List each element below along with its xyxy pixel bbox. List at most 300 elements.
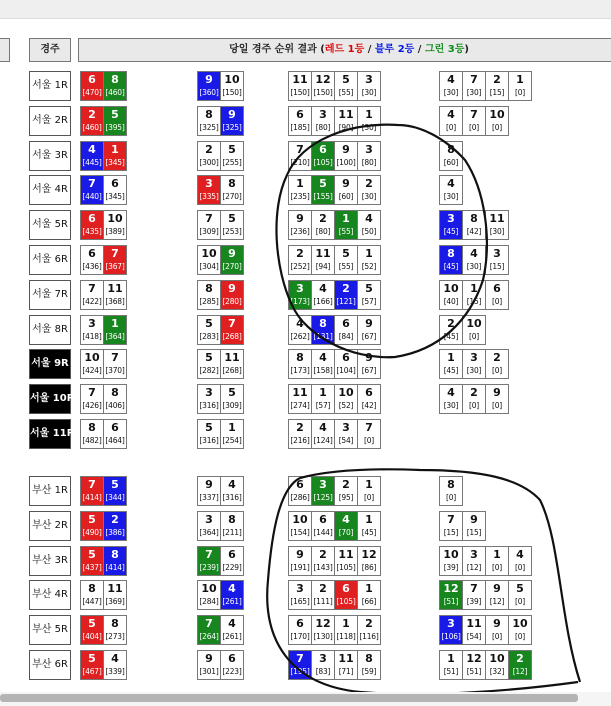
horse-cell[interactable] bbox=[462, 650, 486, 680]
horse-cell[interactable] bbox=[439, 349, 463, 379]
horse-cell[interactable] bbox=[334, 315, 358, 345]
horse-cell[interactable] bbox=[334, 615, 358, 645]
horse-cell[interactable] bbox=[288, 141, 312, 171]
horse-group-2 bbox=[197, 71, 243, 101]
horse-number: 1 bbox=[342, 212, 350, 226]
horse-group-3 bbox=[288, 280, 380, 310]
horse-number: 10 bbox=[466, 316, 482, 330]
horse-cell[interactable] bbox=[439, 106, 463, 136]
horse-cell[interactable] bbox=[197, 384, 221, 414]
top-toolbar bbox=[0, 0, 611, 18]
horse-cell[interactable] bbox=[197, 245, 221, 275]
horse-number: 6 bbox=[296, 478, 304, 491]
horse-cell[interactable] bbox=[334, 511, 358, 541]
horse-cell[interactable] bbox=[357, 546, 381, 576]
horse-cell[interactable] bbox=[357, 476, 381, 506]
horse-number: 5 bbox=[88, 617, 96, 631]
horse-cell[interactable] bbox=[462, 71, 486, 101]
horse-group-4 bbox=[439, 175, 462, 205]
race-label[interactable]: 부산 1R bbox=[29, 476, 71, 506]
horse-group-1 bbox=[80, 315, 126, 345]
horse-cell[interactable] bbox=[485, 106, 509, 136]
horse-cell[interactable] bbox=[485, 580, 509, 610]
horse-cell[interactable] bbox=[288, 615, 312, 645]
horse-cell[interactable] bbox=[334, 476, 358, 506]
horse-score: [185] bbox=[290, 122, 310, 132]
horse-cell[interactable] bbox=[439, 141, 463, 171]
horse-cell[interactable] bbox=[485, 650, 509, 680]
horse-cell[interactable] bbox=[357, 175, 381, 205]
race-label[interactable]: 부산 5R bbox=[29, 615, 71, 645]
horse-cell[interactable] bbox=[80, 210, 104, 240]
horse-cell[interactable] bbox=[288, 210, 312, 240]
horse-number: 6 bbox=[342, 316, 350, 330]
horse-number: 6 bbox=[228, 652, 236, 665]
horse-cell[interactable] bbox=[485, 615, 509, 645]
horse-score: [467] bbox=[82, 667, 102, 676]
horse-cell[interactable] bbox=[334, 650, 358, 680]
horse-cell[interactable] bbox=[439, 384, 463, 414]
horse-score: [386] bbox=[105, 527, 125, 537]
race-label[interactable]: 서울 3R bbox=[29, 141, 71, 171]
horse-number: 3 bbox=[493, 247, 501, 260]
horse-cell[interactable] bbox=[462, 546, 486, 576]
horse-cell[interactable] bbox=[220, 71, 244, 101]
horse-number: 12 bbox=[443, 582, 459, 596]
race-label[interactable]: 서울 11R bbox=[29, 419, 71, 449]
horse-score: [158] bbox=[313, 366, 333, 376]
horse-cell[interactable] bbox=[197, 71, 221, 101]
horse-cell[interactable] bbox=[311, 349, 335, 379]
horse-cell[interactable] bbox=[80, 245, 104, 275]
horse-number: 9 bbox=[296, 212, 304, 226]
horse-cell[interactable] bbox=[220, 210, 244, 240]
horse-cell[interactable] bbox=[103, 315, 127, 345]
horse-number: 3 bbox=[319, 652, 327, 665]
horse-cell[interactable] bbox=[220, 280, 244, 310]
horse-number: 11 bbox=[292, 386, 308, 400]
horse-cell[interactable] bbox=[197, 106, 221, 136]
horse-score: [45] bbox=[361, 527, 377, 537]
horse-cell[interactable] bbox=[357, 315, 381, 345]
horse-cell[interactable] bbox=[311, 384, 335, 414]
horse-cell[interactable] bbox=[311, 511, 335, 541]
horse-cell[interactable] bbox=[439, 580, 463, 610]
horse-cell[interactable] bbox=[334, 175, 358, 205]
race-label[interactable]: 부산 4R bbox=[29, 580, 71, 610]
horse-cell[interactable] bbox=[103, 245, 127, 275]
horse-cell[interactable] bbox=[103, 511, 127, 541]
horse-cell[interactable] bbox=[103, 580, 127, 610]
horse-cell[interactable] bbox=[80, 141, 104, 171]
horse-cell[interactable] bbox=[197, 511, 221, 541]
horse-cell[interactable] bbox=[485, 71, 509, 101]
horse-cell[interactable] bbox=[197, 476, 221, 506]
horse-score: [191] bbox=[290, 562, 310, 572]
horse-cell[interactable] bbox=[462, 210, 486, 240]
horse-cell[interactable] bbox=[439, 245, 463, 275]
horse-score: [50] bbox=[361, 227, 377, 237]
horse-score: [300] bbox=[199, 157, 219, 167]
horse-cell[interactable] bbox=[197, 349, 221, 379]
horse-cell[interactable] bbox=[197, 650, 221, 680]
horse-cell[interactable] bbox=[103, 384, 127, 414]
horse-score: [482] bbox=[82, 436, 102, 445]
horse-cell[interactable] bbox=[80, 71, 104, 101]
horse-cell[interactable] bbox=[288, 315, 312, 345]
horse-cell[interactable] bbox=[508, 71, 532, 101]
horse-cell[interactable] bbox=[439, 511, 463, 541]
horse-number: 10 bbox=[512, 617, 528, 631]
horse-cell[interactable] bbox=[103, 141, 127, 171]
horse-cell[interactable] bbox=[334, 419, 358, 449]
title-sep-2: / bbox=[414, 44, 425, 55]
horse-cell[interactable] bbox=[311, 210, 335, 240]
horse-number: 7 bbox=[470, 582, 478, 596]
horse-cell[interactable] bbox=[103, 71, 127, 101]
race-label[interactable]: 서울 8R bbox=[29, 315, 71, 345]
horse-cell[interactable] bbox=[311, 106, 335, 136]
horse-cell[interactable] bbox=[357, 615, 381, 645]
horse-number: 6 bbox=[296, 617, 304, 631]
horse-score: [30] bbox=[466, 366, 482, 376]
horse-cell[interactable] bbox=[357, 210, 381, 240]
horse-cell[interactable] bbox=[357, 280, 381, 310]
horse-cell[interactable] bbox=[197, 315, 221, 345]
horse-group-4 bbox=[439, 71, 531, 101]
horse-number: 4 bbox=[447, 73, 455, 86]
horse-score: [143] bbox=[313, 562, 333, 572]
horse-cell[interactable] bbox=[357, 650, 381, 680]
horse-cell[interactable] bbox=[220, 650, 244, 680]
horse-cell[interactable] bbox=[439, 546, 463, 576]
horse-number: 9 bbox=[342, 177, 350, 191]
horse-score: [325] bbox=[222, 122, 242, 132]
horse-cell[interactable] bbox=[334, 546, 358, 576]
horse-cell[interactable] bbox=[462, 580, 486, 610]
horse-cell[interactable] bbox=[288, 476, 312, 506]
horse-cell[interactable] bbox=[334, 245, 358, 275]
horse-cell[interactable] bbox=[220, 384, 244, 414]
horse-cell[interactable] bbox=[334, 349, 358, 379]
horse-number: 5 bbox=[516, 582, 524, 596]
horse-cell[interactable] bbox=[439, 175, 463, 205]
horse-number: 12 bbox=[361, 547, 377, 561]
horse-number: 6 bbox=[319, 142, 327, 156]
horse-cell[interactable] bbox=[288, 280, 312, 310]
horse-cell[interactable] bbox=[80, 650, 104, 680]
horse-cell[interactable] bbox=[311, 580, 335, 610]
horse-cell[interactable] bbox=[220, 349, 244, 379]
horse-number: 11 bbox=[338, 107, 354, 121]
horse-number: 2 bbox=[319, 547, 327, 561]
horse-cell[interactable] bbox=[334, 106, 358, 136]
horse-cell[interactable] bbox=[103, 210, 127, 240]
horse-cell[interactable] bbox=[462, 384, 486, 414]
horse-cell[interactable] bbox=[197, 141, 221, 171]
horse-cell[interactable] bbox=[334, 384, 358, 414]
horse-cell[interactable] bbox=[311, 650, 335, 680]
horse-cell[interactable] bbox=[197, 175, 221, 205]
horse-cell[interactable] bbox=[288, 511, 312, 541]
horse-score: [0] bbox=[514, 597, 526, 607]
horse-score: [150] bbox=[290, 88, 310, 97]
horse-cell[interactable] bbox=[462, 315, 486, 345]
horse-cell[interactable] bbox=[220, 615, 244, 645]
horse-number: 4 bbox=[447, 177, 455, 191]
horse-cell[interactable] bbox=[485, 349, 509, 379]
horse-cell[interactable] bbox=[485, 210, 509, 240]
horse-cell[interactable] bbox=[103, 419, 127, 449]
horse-cell[interactable] bbox=[103, 349, 127, 379]
horse-cell[interactable] bbox=[80, 615, 104, 645]
horse-number: 10 bbox=[107, 212, 123, 226]
horse-cell[interactable] bbox=[311, 280, 335, 310]
horse-cell[interactable] bbox=[462, 349, 486, 379]
horse-number: 11 bbox=[315, 247, 331, 260]
horse-cell[interactable] bbox=[311, 615, 335, 645]
race-label[interactable]: 서울 7R bbox=[29, 280, 71, 310]
horse-cell[interactable] bbox=[80, 384, 104, 414]
horse-score: [261] bbox=[222, 597, 242, 607]
race-label[interactable]: 서울 10R bbox=[29, 384, 71, 414]
horse-cell[interactable] bbox=[220, 141, 244, 171]
horse-cell[interactable] bbox=[220, 315, 244, 345]
race-label[interactable]: 부산 3R bbox=[29, 546, 71, 576]
horse-cell[interactable] bbox=[311, 315, 335, 345]
horse-group-1 bbox=[80, 141, 126, 171]
horse-number: 8 bbox=[365, 652, 373, 665]
title-prefix: 당일 경주 순위 결과 ( bbox=[229, 44, 325, 55]
horse-number: 1 bbox=[111, 316, 119, 330]
race-label[interactable]: 부산 6R bbox=[29, 650, 71, 680]
horse-cell[interactable] bbox=[220, 106, 244, 136]
horse-number: 7 bbox=[111, 351, 119, 365]
horse-number: 7 bbox=[296, 652, 304, 665]
horse-cell[interactable] bbox=[220, 245, 244, 275]
horse-cell[interactable] bbox=[311, 245, 335, 275]
horse-cell[interactable] bbox=[80, 349, 104, 379]
horse-score: [52] bbox=[361, 262, 377, 271]
horse-cell[interactable] bbox=[485, 280, 509, 310]
horse-score: [83] bbox=[315, 667, 331, 676]
horse-score: [15] bbox=[466, 527, 482, 537]
horse-cell[interactable] bbox=[334, 580, 358, 610]
horse-cell[interactable] bbox=[357, 71, 381, 101]
horse-number: 1 bbox=[365, 478, 373, 491]
horse-number: 3 bbox=[342, 421, 350, 434]
horse-cell[interactable] bbox=[103, 546, 127, 576]
horse-cell[interactable] bbox=[462, 106, 486, 136]
horse-number: 8 bbox=[447, 142, 455, 156]
horse-number: 6 bbox=[319, 512, 327, 526]
race-label[interactable]: 서울 5R bbox=[29, 210, 71, 240]
horse-cell[interactable] bbox=[220, 476, 244, 506]
horse-number: 8 bbox=[228, 177, 236, 191]
horse-cell[interactable] bbox=[334, 210, 358, 240]
horse-score: [51] bbox=[443, 597, 459, 607]
horse-cell[interactable] bbox=[508, 580, 532, 610]
horse-cell[interactable] bbox=[80, 315, 104, 345]
horse-number: 9 bbox=[296, 547, 304, 561]
race-label[interactable]: 부산 2R bbox=[29, 511, 71, 541]
horse-score: [345] bbox=[105, 157, 125, 167]
horse-cell[interactable] bbox=[311, 141, 335, 171]
horse-cell[interactable] bbox=[311, 546, 335, 576]
horse-cell[interactable] bbox=[80, 175, 104, 205]
horse-cell[interactable] bbox=[439, 615, 463, 645]
horse-cell[interactable] bbox=[485, 546, 509, 576]
horse-cell[interactable] bbox=[439, 280, 463, 310]
horse-cell[interactable] bbox=[462, 245, 486, 275]
horse-score: [105] bbox=[313, 157, 333, 167]
horse-cell[interactable] bbox=[439, 476, 463, 506]
horse-cell[interactable] bbox=[80, 580, 104, 610]
horse-cell[interactable] bbox=[103, 476, 127, 506]
horse-cell[interactable] bbox=[462, 511, 486, 541]
horse-number: 4 bbox=[319, 351, 327, 365]
horse-score: [116] bbox=[359, 632, 379, 642]
race-label[interactable]: 서울 4R bbox=[29, 175, 71, 205]
horse-cell[interactable] bbox=[311, 71, 335, 101]
horse-cell[interactable] bbox=[80, 546, 104, 576]
horse-cell[interactable] bbox=[508, 615, 532, 645]
horse-number: 11 bbox=[338, 547, 354, 561]
race-label[interactable]: 서울 2R bbox=[29, 106, 71, 136]
horse-cell[interactable] bbox=[357, 511, 381, 541]
horse-number: 11 bbox=[107, 582, 123, 596]
horse-score: [470] bbox=[82, 88, 102, 97]
horse-number: 2 bbox=[296, 421, 304, 434]
horse-cell[interactable] bbox=[357, 419, 381, 449]
horse-cell[interactable] bbox=[439, 71, 463, 101]
horse-score: [406] bbox=[105, 401, 125, 411]
horse-score: [165] bbox=[290, 597, 310, 607]
horse-cell[interactable] bbox=[197, 546, 221, 576]
horse-cell[interactable] bbox=[197, 580, 221, 610]
horse-cell[interactable] bbox=[508, 650, 532, 680]
horse-cell[interactable] bbox=[357, 384, 381, 414]
horse-cell[interactable] bbox=[103, 106, 127, 136]
horse-cell[interactable] bbox=[197, 419, 221, 449]
horse-number: 2 bbox=[365, 177, 373, 191]
horse-cell[interactable] bbox=[103, 280, 127, 310]
horse-cell[interactable] bbox=[80, 280, 104, 310]
horse-cell[interactable] bbox=[311, 175, 335, 205]
horse-number: 7 bbox=[88, 478, 96, 491]
horse-cell[interactable] bbox=[197, 210, 221, 240]
horse-cell[interactable] bbox=[334, 141, 358, 171]
horse-number: 2 bbox=[111, 512, 119, 526]
horse-cell[interactable] bbox=[288, 419, 312, 449]
race-label[interactable]: 서울 1R bbox=[29, 71, 71, 101]
horse-cell[interactable] bbox=[80, 476, 104, 506]
horse-score: [436] bbox=[82, 262, 102, 271]
horse-cell[interactable] bbox=[80, 419, 104, 449]
horse-cell[interactable] bbox=[357, 580, 381, 610]
horse-cell[interactable] bbox=[311, 476, 335, 506]
horse-score: [30] bbox=[443, 192, 459, 202]
horse-number: 12 bbox=[315, 73, 331, 86]
horse-number: 9 bbox=[205, 652, 213, 665]
horse-cell[interactable] bbox=[103, 650, 127, 680]
horse-cell[interactable] bbox=[220, 546, 244, 576]
horse-cell[interactable] bbox=[311, 419, 335, 449]
horse-score: [60] bbox=[443, 157, 459, 167]
horse-cell[interactable] bbox=[288, 650, 312, 680]
horse-score: [437] bbox=[82, 562, 102, 572]
horse-cell[interactable] bbox=[462, 280, 486, 310]
horse-cell[interactable] bbox=[288, 384, 312, 414]
horse-group-3 bbox=[288, 476, 380, 506]
horse-cell[interactable] bbox=[508, 546, 532, 576]
horse-cell[interactable] bbox=[439, 650, 463, 680]
horse-score: [0] bbox=[514, 562, 526, 572]
horse-score: [0] bbox=[468, 331, 480, 341]
race-label[interactable]: 서울 6R bbox=[29, 245, 71, 275]
horse-cell[interactable] bbox=[439, 210, 463, 240]
horse-cell[interactable] bbox=[288, 349, 312, 379]
horse-number: 1 bbox=[296, 177, 304, 191]
horse-number: 5 bbox=[342, 247, 350, 260]
horse-cell[interactable] bbox=[220, 419, 244, 449]
horse-cell[interactable] bbox=[197, 615, 221, 645]
horse-cell[interactable] bbox=[197, 280, 221, 310]
horse-cell[interactable] bbox=[288, 546, 312, 576]
scrollbar-thumb[interactable] bbox=[0, 694, 578, 702]
horse-number: 7 bbox=[447, 512, 455, 526]
horse-cell[interactable] bbox=[220, 580, 244, 610]
race-label[interactable]: 서울 9R bbox=[29, 349, 71, 379]
horse-number: 2 bbox=[319, 212, 327, 226]
horse-cell[interactable] bbox=[103, 175, 127, 205]
horse-cell[interactable] bbox=[439, 315, 463, 345]
horse-number: 3 bbox=[296, 281, 304, 295]
horse-score: [284] bbox=[199, 597, 219, 607]
horse-cell[interactable] bbox=[220, 511, 244, 541]
horse-cell[interactable] bbox=[288, 175, 312, 205]
horse-cell[interactable] bbox=[485, 245, 509, 275]
horse-cell[interactable] bbox=[288, 580, 312, 610]
horse-cell[interactable] bbox=[288, 106, 312, 136]
horse-number: 5 bbox=[228, 142, 236, 156]
horse-group-3 bbox=[288, 71, 380, 101]
horse-score: [261] bbox=[222, 632, 242, 642]
horse-number: 10 bbox=[489, 107, 505, 121]
horse-number: 5 bbox=[365, 281, 373, 295]
horse-number: 9 bbox=[342, 142, 350, 156]
horse-score: [360] bbox=[199, 88, 219, 97]
horse-cell[interactable] bbox=[288, 245, 312, 275]
horse-cell[interactable] bbox=[485, 384, 509, 414]
horse-score: [39] bbox=[443, 562, 459, 572]
horse-cell[interactable] bbox=[288, 71, 312, 101]
horse-cell[interactable] bbox=[103, 615, 127, 645]
horse-cell[interactable] bbox=[357, 349, 381, 379]
horse-cell[interactable] bbox=[220, 175, 244, 205]
horse-cell[interactable] bbox=[80, 511, 104, 541]
horse-score: [105] bbox=[336, 562, 356, 572]
horse-cell[interactable] bbox=[462, 615, 486, 645]
horse-cell[interactable] bbox=[334, 71, 358, 101]
horse-cell[interactable] bbox=[80, 106, 104, 136]
horse-score: [0] bbox=[468, 122, 480, 132]
horse-cell[interactable] bbox=[334, 280, 358, 310]
horse-cell[interactable] bbox=[357, 245, 381, 275]
horse-cell[interactable] bbox=[357, 141, 381, 171]
horse-number: 11 bbox=[224, 351, 240, 365]
horse-cell[interactable] bbox=[357, 106, 381, 136]
